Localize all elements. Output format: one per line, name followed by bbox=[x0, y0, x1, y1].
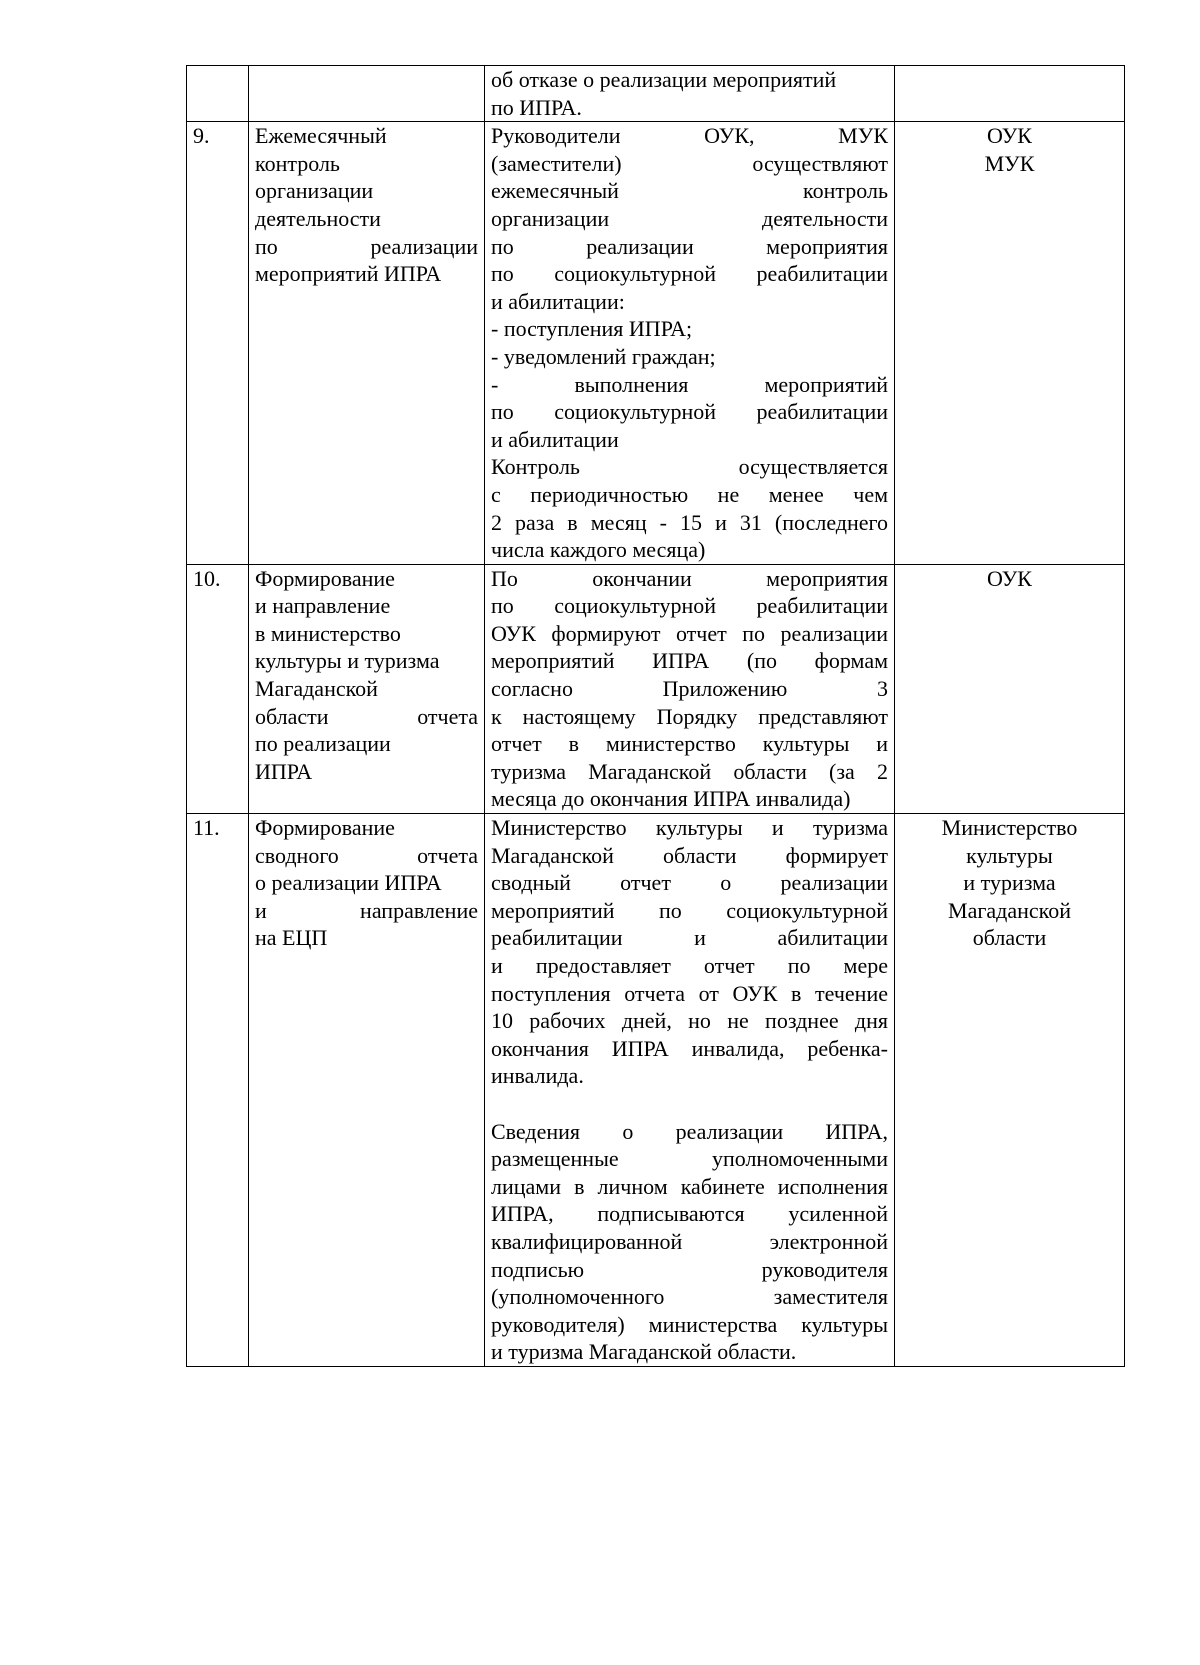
stage-name-line: по реализации bbox=[255, 731, 391, 757]
stage-description-line: Магаданской области формирует bbox=[491, 842, 888, 868]
stage-description-line: согласно Приложению 3 bbox=[491, 676, 888, 702]
stage-description-line: числа каждого месяца) bbox=[491, 537, 706, 563]
stage-description-line: поступления отчета от ОУК в течение bbox=[491, 980, 888, 1006]
stage-description-line: по социокультурной реабилитации bbox=[491, 261, 888, 287]
stage-description-line: ИПРА, подписываются усиленной bbox=[491, 1201, 888, 1227]
stage-name-line: Ежемесячный bbox=[255, 123, 387, 149]
stage-name-line: контроль bbox=[255, 150, 340, 176]
stage-description-line: к настоящему Порядку представляют bbox=[491, 703, 888, 729]
responsible-line: Министерство bbox=[941, 815, 1078, 841]
row-number: 9. bbox=[187, 122, 249, 565]
stage-description-line: мероприятий ИПРА (по формам bbox=[491, 648, 888, 674]
stage-name-line: на ЕЦП bbox=[255, 925, 328, 951]
responsible bbox=[895, 814, 1125, 1367]
stage-description-line: по социокультурной реабилитации bbox=[491, 399, 888, 425]
stage-description bbox=[485, 66, 895, 122]
stage-description-line: и предоставляет отчет по мере bbox=[491, 953, 888, 978]
stage-description-line: по ИПРА. bbox=[491, 94, 582, 120]
stage-description-line: Руководители ОУК, МУК bbox=[491, 123, 888, 149]
table-body bbox=[187, 66, 1125, 1367]
stage-name bbox=[249, 122, 485, 565]
stage-description-line: руководителя) министерства культуры bbox=[491, 1311, 888, 1337]
stage-description-line: по реализации мероприятия bbox=[491, 233, 888, 259]
responsible bbox=[895, 66, 1125, 122]
stage-name-line: деятельности bbox=[255, 205, 381, 231]
stage-description-line: размещенные уполномоченными bbox=[491, 1146, 888, 1172]
stage-description-line: По окончании мероприятия bbox=[491, 565, 888, 591]
stage-name-line: Формирование bbox=[255, 815, 395, 841]
stage-description-line: Контроль осуществляется bbox=[491, 454, 888, 480]
responsible-line: ОУК bbox=[987, 565, 1032, 591]
row-number bbox=[187, 66, 249, 122]
stage-description-line: квалифицированной электронной bbox=[491, 1228, 888, 1254]
stage-description-line: отчет в министерство культуры и bbox=[491, 731, 888, 757]
stage-name-line: ИПРА bbox=[255, 758, 313, 784]
stage-description-line: - выполнения мероприятий bbox=[491, 371, 888, 397]
stage-name-line: Магаданской bbox=[255, 676, 378, 702]
stage-name-line: сводного отчета bbox=[255, 842, 478, 868]
stage-description-line: окончания ИПРА инвалида, ребенка- bbox=[491, 1035, 888, 1061]
stage-description bbox=[485, 122, 895, 565]
stage-description-line bbox=[491, 1090, 888, 1118]
responsible bbox=[895, 122, 1125, 565]
stage-description-line: месяца до окончания ИПРА инвалида) bbox=[491, 786, 851, 812]
stage-name-line: в министерство bbox=[255, 620, 401, 646]
stage-description-line: лицами в личном кабинете исполнения bbox=[491, 1173, 888, 1199]
responsible-line: культуры bbox=[966, 842, 1053, 868]
stage-name-line: культуры и туризма bbox=[255, 648, 440, 674]
stage-name-line: Формирование bbox=[255, 565, 395, 591]
stage-description-line: подписью руководителя bbox=[491, 1256, 888, 1282]
row-number: 10. bbox=[187, 564, 249, 813]
row-number: 11. bbox=[187, 814, 249, 1367]
stage-description-line: (заместители) осуществляют bbox=[491, 150, 888, 176]
stage-name bbox=[249, 66, 485, 122]
stage-description-line: 10 рабочих дней, но не позднее дня bbox=[491, 1008, 888, 1034]
stage-name-line: области отчета bbox=[255, 703, 478, 729]
stage-description-line: организации деятельности bbox=[491, 205, 888, 231]
stage-description-line: по социокультурной реабилитации bbox=[491, 593, 888, 619]
stage-description-line: (уполномоченного заместителя bbox=[491, 1284, 888, 1310]
stage-description-line: ежемесячный контроль bbox=[491, 178, 888, 204]
stage-description bbox=[485, 564, 895, 813]
responsible-line: МУК bbox=[984, 150, 1035, 176]
stage-description-line: туризма Магаданской области (за 2 bbox=[491, 758, 888, 784]
responsible-line: Магаданской bbox=[948, 897, 1071, 923]
stage-description-line: 2 раза в месяц - 15 и 31 (последнего bbox=[491, 509, 888, 535]
stage-description-line: об отказе о реализации мероприятий bbox=[491, 67, 837, 92]
stage-name-line: и направление bbox=[255, 593, 391, 619]
stage-name-line: о реализации ИПРА bbox=[255, 870, 442, 896]
stage-name-line: мероприятий ИПРА bbox=[255, 261, 442, 287]
stage-description-line: и абилитации bbox=[491, 426, 619, 452]
stage-description-line: ОУК формируют отчет по реализации bbox=[491, 620, 888, 646]
table-row bbox=[187, 564, 1125, 813]
stage-description-line: инвалида. bbox=[491, 1063, 584, 1089]
stage-description-line: и туризма Магаданской области. bbox=[491, 1339, 797, 1365]
stage-name-line: и направление bbox=[255, 897, 478, 923]
stage-description-line: сводный отчет о реализации bbox=[491, 870, 888, 896]
stage-name-line: организации bbox=[255, 178, 374, 204]
stage-description-line: - поступления ИПРА; bbox=[491, 316, 693, 342]
procedure-table bbox=[186, 65, 1125, 1367]
stage-description-line: мероприятий по социокультурной bbox=[491, 897, 888, 923]
table-row bbox=[187, 122, 1125, 565]
stage-name bbox=[249, 564, 485, 813]
table-row bbox=[187, 66, 1125, 122]
responsible-line: области bbox=[972, 925, 1047, 951]
responsible-line: и туризма bbox=[963, 870, 1056, 896]
stage-description-line: с периодичностью не менее чем bbox=[491, 481, 888, 507]
responsible-line: ОУК bbox=[987, 123, 1032, 149]
stage-description-line: Сведения о реализации ИПРА, bbox=[491, 1118, 888, 1144]
stage-description-line: - уведомлений граждан; bbox=[491, 343, 716, 369]
stage-name-line: по реализации bbox=[255, 233, 478, 259]
stage-description-line: и абилитации: bbox=[491, 288, 625, 314]
stage-description-line: Министерство культуры и туризма bbox=[491, 815, 888, 841]
stage-description-line: реабилитации и абилитации bbox=[491, 925, 888, 951]
table-row bbox=[187, 814, 1125, 1367]
stage-description bbox=[485, 814, 895, 1367]
stage-name bbox=[249, 814, 485, 1367]
responsible bbox=[895, 564, 1125, 813]
